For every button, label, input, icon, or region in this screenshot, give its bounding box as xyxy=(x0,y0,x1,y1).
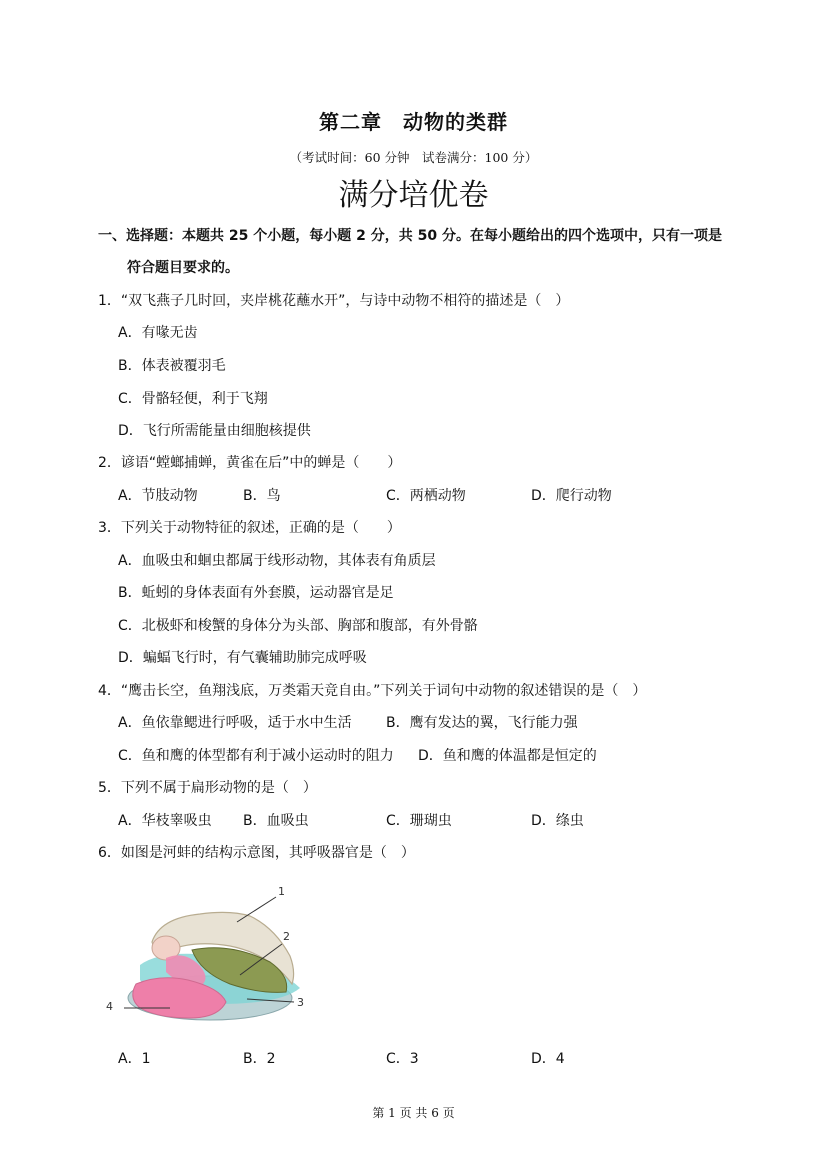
question-4-option-d: D．鱼和鹰的体温都是恒定的 xyxy=(418,748,597,764)
question-5-option-c: C．珊瑚虫 xyxy=(386,813,452,829)
question-4-option-a: A．鱼依靠鳃进行呼吸，适于水中生活 xyxy=(118,715,352,731)
question-4-option-c: C．鱼和鹰的体型都有利于减小运动时的阻力 xyxy=(118,748,394,764)
question-6-option-d: D．4 xyxy=(531,1051,565,1067)
label-1: 1 xyxy=(278,885,285,898)
question-1-option-a: A．有喙无齿 xyxy=(118,325,198,341)
leader-line-1 xyxy=(237,897,276,922)
label-4: 4 xyxy=(106,1000,113,1013)
question-4-stem: 4．“鹰击长空，鱼翔浅底，万类霜天竞自由。”下列关于词句中动物的叙述错误的是（ ） xyxy=(98,683,647,699)
mussel-structure-diagram xyxy=(100,880,320,1030)
question-3-option-d: D．蝙蝠飞行时，有气囊辅助肺完成呼吸 xyxy=(118,650,367,666)
question-2-option-a: A．节肢动物 xyxy=(118,488,198,504)
question-6-option-c: C．3 xyxy=(386,1051,419,1067)
question-6-stem: 6．如图是河蚌的结构示意图，其呼吸器官是（ ） xyxy=(98,845,415,861)
question-2-option-d: D．爬行动物 xyxy=(531,488,612,504)
label-2: 2 xyxy=(283,930,290,943)
exam-big-title: 满分培优卷 xyxy=(338,178,489,213)
question-5-option-b: B．血吸虫 xyxy=(243,813,309,829)
label-3: 3 xyxy=(297,996,304,1009)
question-3-option-c: C．北极虾和梭蟹的身体分为头部、胸部和腹部，有外骨骼 xyxy=(118,618,478,634)
question-1-option-c: C．骨骼轻便，利于飞翔 xyxy=(118,391,268,407)
page-title: 第二章 动物的类群 xyxy=(319,110,508,134)
question-1-option-d: D．飞行所需能量由细胞核提供 xyxy=(118,423,311,439)
question-5-option-a: A．华枝睾吸虫 xyxy=(118,813,212,829)
question-6-option-b: B．2 xyxy=(243,1051,276,1067)
question-1-option-b: B．体表被覆羽毛 xyxy=(118,358,226,374)
exam-info: （考试时间：60 分钟 试卷满分：100 分） xyxy=(289,150,538,165)
question-2-stem: 2．谚语“螳螂捕蝉，黄雀在后”中的蝉是（ ） xyxy=(98,455,402,471)
question-3-option-b: B．蚯蚓的身体表面有外套膜，运动器官是足 xyxy=(118,585,394,601)
question-6-option-a: A．1 xyxy=(118,1051,151,1067)
question-5-stem: 5．下列不属于扁形动物的是（ ） xyxy=(98,780,317,796)
section-heading-line2: 符合题目要求的。 xyxy=(127,260,239,276)
question-5-option-d: D．绦虫 xyxy=(531,813,584,829)
question-4-option-b: B．鹰有发达的翼，飞行能力强 xyxy=(386,715,578,731)
page-footer: 第 1 页 共 6 页 xyxy=(372,1106,455,1120)
question-3-option-a: A．血吸虫和蛔虫都属于线形动物，其体表有角质层 xyxy=(118,553,436,569)
section-heading-line1: 一、选择题：本题共 25 个小题，每小题 2 分，共 50 分。在每小题给出的四个选项中，只有一项是 xyxy=(98,228,722,244)
question-3-stem: 3．下列关于动物特征的叙述，正确的是（ ） xyxy=(98,520,401,536)
question-2-option-b: B．鸟 xyxy=(243,488,281,504)
question-2-option-c: C．两栖动物 xyxy=(386,488,466,504)
question-1-stem: 1．“双飞燕子几时回，夹岸桃花蘸水开”，与诗中动物不相符的描述是（ ） xyxy=(98,293,570,309)
